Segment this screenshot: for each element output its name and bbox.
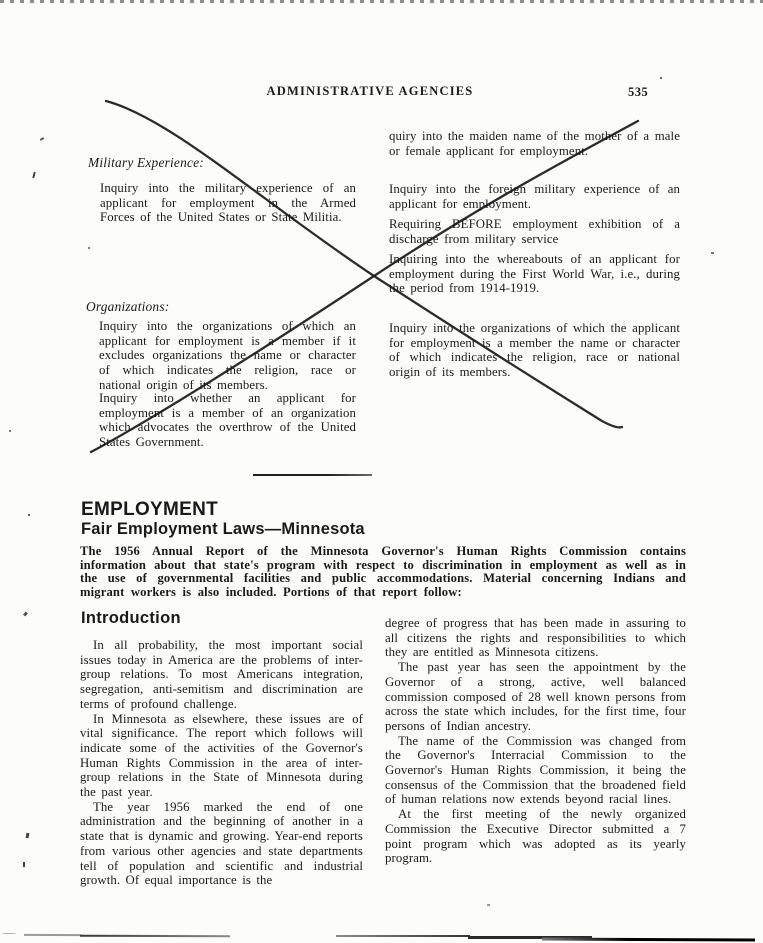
lede-paragraph: The 1956 Annual Report of the Minnesota Governor's Human Rights Commission contains information about that state's program with respect to discrimination in employment as well as in the use of governmental facilities and public accommodations. Material concerning Indians and migrant workers is also included. Portions of that report follow: — [80, 544, 686, 599]
intro-paragraph: The name of the Commission was changed from the Governor's Interracial Commission to the Governor's Human Rights Commission, it being the consensus of the Commission that the broadened field of human relations now extends beyond racial lines. — [385, 733, 686, 807]
page-top-dotted-edge — [0, 0, 763, 3]
scan-speck — [23, 612, 28, 617]
subheading-fair-employment-laws: Fair Employment Laws—Minnesota — [81, 520, 365, 538]
scan-speck — [487, 904, 490, 906]
paragraph-organizations-right: Inquiry into the organizations of which the applicant for employment is a member the name or character of which indicates the religion, race or national origin of its members. — [389, 321, 680, 380]
section-heading-employment: EMPLOYMENT — [81, 499, 219, 520]
scan-streak — [3, 933, 15, 934]
heading-introduction: Introduction — [81, 609, 181, 627]
scan-streak — [336, 935, 470, 937]
scan-speck — [26, 833, 30, 838]
heading-organizations: Organizations: — [86, 299, 170, 314]
intro-paragraph: In all probability, the most important social issues today in America are the problems of inter-group relations. To most Americans integration, segregation, anti-semitism and discrimination are terms of profound challenge. — [80, 638, 363, 711]
scan-speck — [28, 514, 30, 516]
scan-speck — [32, 172, 35, 178]
paragraph-organizations-member: Inquiry into the organizations of which an applicant for employment is a member if it excludes organizations the name or character of which indicates the religion, race or national origin of its members. — [99, 319, 356, 392]
scan-streak — [80, 935, 230, 938]
intro-paragraph: The past year has seen the appointment by the Governor of a strong, active, well balanced commission composed of 28 well known persons from across the state which includes, for the first time, four persons of Indian ancestry. — [385, 660, 686, 733]
section-divider-rule — [253, 474, 372, 476]
intro-paragraph: In Minnesota as elsewhere, these issues are of vital significance. The report which follows will indicate some of the activities of the Governor's Human Rights Commission in the area of inter-group relations in the State of Minnesota during the past year. — [80, 711, 363, 800]
running-header-title: ADMINISTRATIVE AGENCIES — [266, 84, 474, 98]
scan-speck — [23, 862, 25, 867]
intro-right-column — [385, 616, 686, 866]
paragraph-discharge-exhibition: Requiring BEFORE employment exhibition of a discharge from military service — [389, 217, 680, 246]
scan-streak — [542, 938, 755, 942]
intro-paragraph: The year 1956 marked the end of one administration and the beginning of another in a state that is dynamic and growing. Year-end reports from various other agencies and state departments tell of population and scientific and industrial growth. Of equal importance is the — [80, 799, 363, 888]
scan-speck — [711, 252, 714, 254]
intro-paragraph: degree of progress that has been made in assuring to all citizens the rights and responsibilities to which they are entitled as Minnesota citizens. — [385, 616, 686, 660]
scan-streak — [24, 934, 81, 936]
scan-speck — [660, 77, 662, 79]
paragraph-military-inquiry: Inquiry into the military experience of an applicant for employment in the Armed Forces of the United States or State Militia. — [100, 181, 356, 225]
paragraph-maiden-name: quiry into the maiden name of the mother of a male or female applicant for employment. — [389, 129, 680, 158]
scan-speck — [40, 137, 44, 141]
scan-speck — [9, 430, 11, 432]
scan-speck — [88, 247, 90, 249]
paragraph-foreign-military: Inquiry into the foreign military experience of an applicant for employment. — [389, 182, 680, 211]
page-number: 535 — [628, 85, 649, 99]
intro-paragraph: At the first meeting of the newly organized Commission the Executive Director submitted a 7 point program which was adopted as its yearly program. — [385, 807, 686, 866]
heading-military-experience: Military Experience: — [88, 155, 204, 170]
intro-left-column — [80, 638, 363, 888]
paragraph-organizations-overthrow: Inquiry into whether an applicant for employment is a member of an organization which advocates the overthrow of the United States Government. — [99, 391, 356, 450]
paragraph-whereabouts-wwi: Inquiring into the whereabouts of an applicant for employment during the First World War, i.e., during the period from 1914-1919. — [389, 252, 680, 296]
